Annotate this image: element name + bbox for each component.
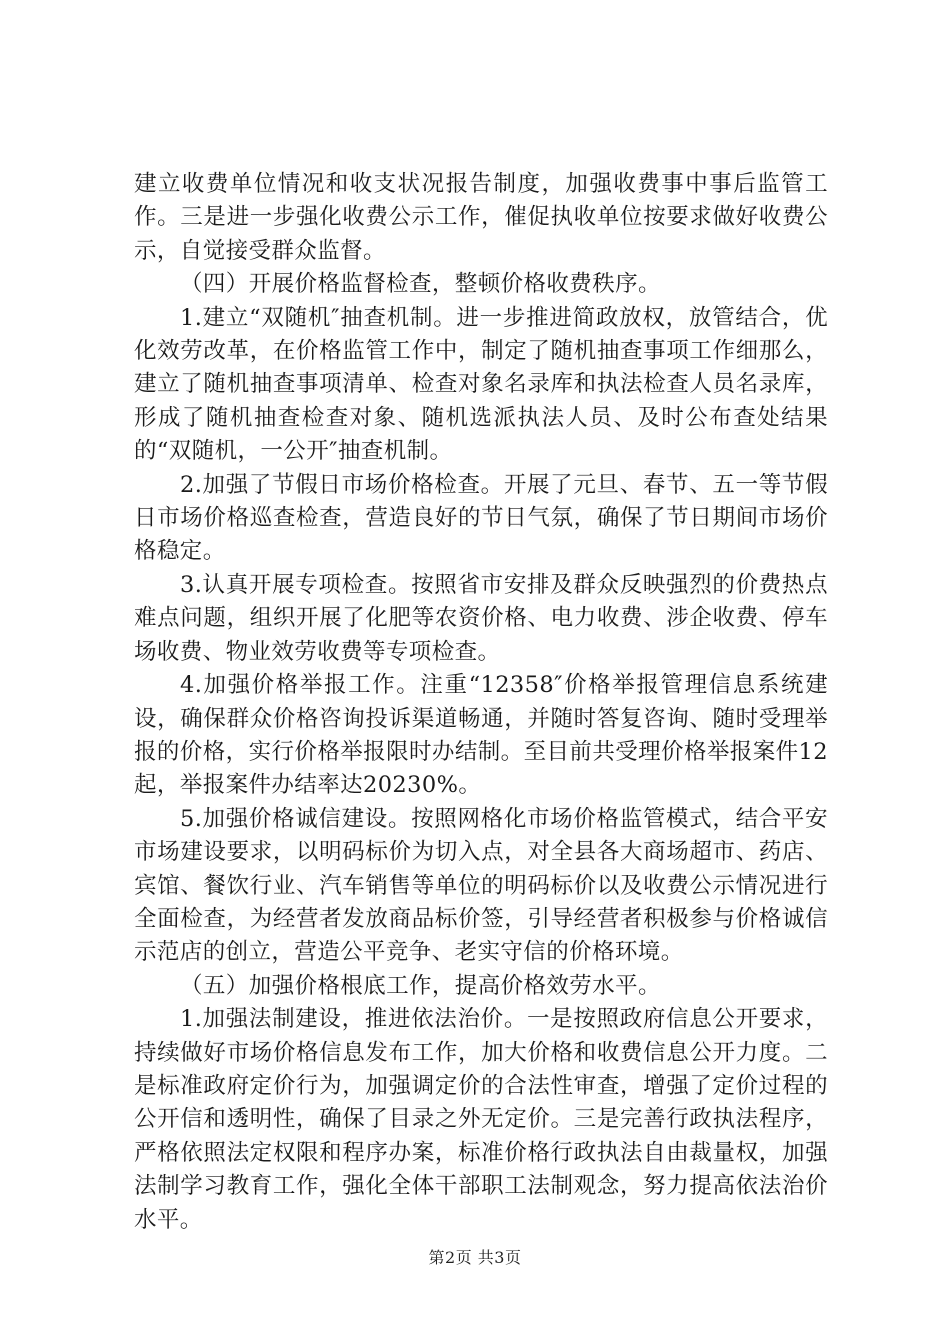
paragraph-continuation: 建立收费单位情况和收支状况报告制度，加强收费事中事后监管工作。三是进一步强化收费公示工作，催促执收单位按要求做好收费公示，自觉接受群众监督。 <box>134 171 828 264</box>
paragraph-item-5: 5.加强价格诚信建设。按照网格化市场价格监管模式，结合平安市场建设要求，以明码标价为切入点，对全县各大商场超市、药店、宾馆、餐饮行业、汽车销售等单位的明码标价以及收费公示情况进行全面检查，为经营者发放商品标价签，引导经营者积极参与价格诚信示范店的创立，营造公平竞争、老实守信的价格环境。 <box>134 805 828 966</box>
paragraph-item-5-1: 1.加强法制建设，推进依法治价。一是按照政府信息公开要求，持续做好市场价格信息发布工作，加大价格和收费信息公开力度。二是标准政府定价行为，加强调定价的合法性审查，增强了定价过程的公开信和透明性，确保了目录之外无定价。三是完善行政执法程序，严格依照法定权限和程序办案，标准价格行政执法自由裁量权，加强法制学习教育工作，强化全体干部职工法制观念，努力提高依法治价水平。 <box>134 1006 828 1233</box>
section-heading-4: （四）开展价格监督检查，整顿价格收费秩序。 <box>180 271 661 298</box>
page-number-footer: 第2页 共3页 <box>428 1248 522 1267</box>
paragraph-item-4: 4.加强价格举报工作。注重“12358″价格举报管理信息系统建设，确保群众价格咨询投诉渠道畅通，并随时答复咨询、随时受理举报的价格，实行价格举报限时办结制。至目前共受理价格举报案件12起，举报案件办结率达20230%。 <box>134 672 828 799</box>
paragraph-item-3: 3.认真开展专项检查。按照省市安排及群众反映强烈的价费热点难点问题，组织开展了化肥等农资价格、电力收费、涉企收费、停车场收费、物业效劳收费等专项检查。 <box>134 571 828 665</box>
section-heading-5: （五）加强价格根底工作，提高价格效劳水平。 <box>180 972 661 999</box>
paragraph-item-2: 2.加强了节假日市场价格检查。开展了元旦、春节、五一等节假日市场价格巡查检查，营造良好的节日气氛，确保了节日期间市场价格稳定。 <box>134 471 828 565</box>
document-body <box>134 168 828 1237</box>
paragraph-item-1: 1.建立“双随机″抽查机制。进一步推进简政放权，放管结合，优化效劳改革，在价格监管工作中，制定了随机抽查事项工作细那么，建立了随机抽查事项清单、检查对象名录库和执法检查人员名录库，形成了随机抽查检查对象、随机选派执法人员、及时公布查处结果的“双随机，一公开″抽查机制。 <box>134 304 828 465</box>
